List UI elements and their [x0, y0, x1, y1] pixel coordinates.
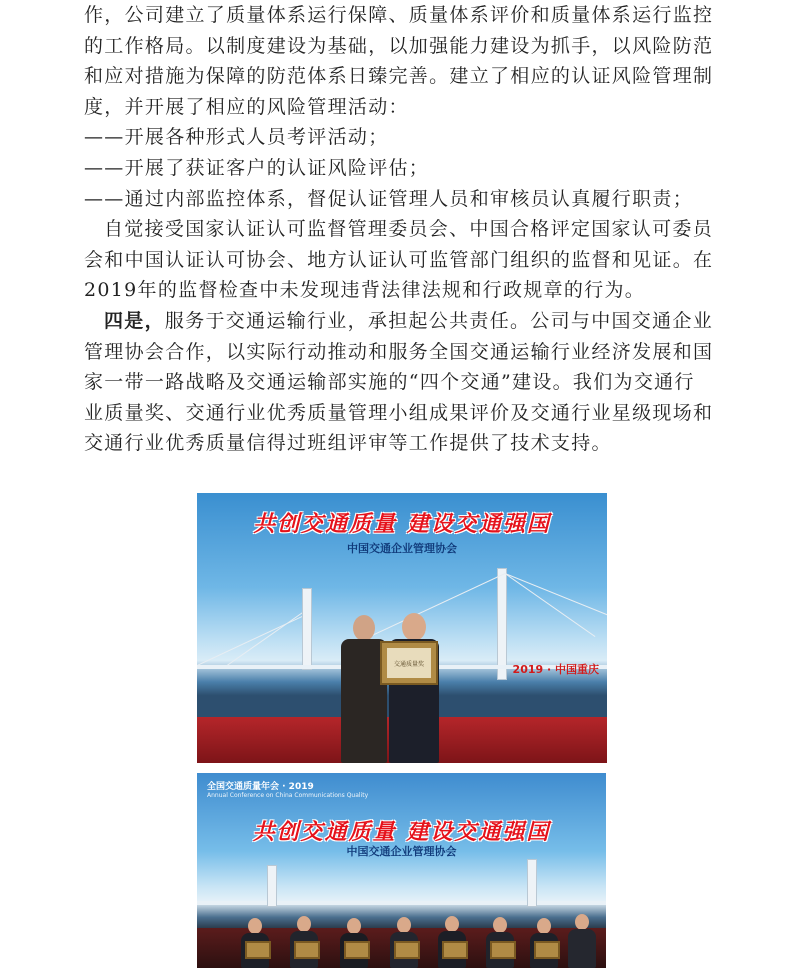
person-head	[493, 917, 507, 933]
person-head	[575, 914, 589, 930]
award-photo	[197, 493, 607, 763]
banner-title: 共创交通质量 建设交通强国	[252, 819, 551, 845]
bullet-item: ——通过内部监控体系，督促认证管理人员和审核员认真履行职责；	[84, 187, 694, 210]
person-head	[537, 918, 551, 934]
award-plaque	[394, 941, 420, 959]
paragraph-line: 度，并开展了相应的风险管理活动：	[84, 95, 409, 118]
person-head	[445, 916, 459, 932]
paragraph-line: 交通行业优秀质量信得过班组评审等工作提供了技术支持。	[84, 432, 612, 455]
bridge-tower	[497, 568, 507, 680]
person-head	[248, 918, 262, 934]
bridge-tower	[302, 588, 312, 670]
plaque-text: 交通质量奖	[393, 661, 424, 668]
person-head	[297, 916, 311, 932]
paragraph-line: 的工作格局。以制度建设为基础，以加强能力建设为抓手，以风险防范	[84, 34, 714, 57]
paragraph-line: 管理协会合作，以实际行动推动和服务全国交通运输行业经济发展和国	[84, 340, 714, 363]
paragraph-line: 家一带一路战略及交通运输部实施的“四个交通”建设。我们为交通行	[84, 371, 695, 394]
bridge-cable	[505, 573, 607, 626]
award-plaque	[490, 941, 516, 959]
bullet-item: ——开展了获证客户的认证风险评估；	[84, 156, 430, 179]
paragraph-line: 作，公司建立了质量体系运行保障、质量体系评价和质量体系运行监控	[84, 4, 714, 26]
person	[568, 929, 596, 968]
ceremony-photo	[197, 773, 606, 968]
bridge-deck	[197, 901, 606, 905]
paragraph-line: 和应对措施为保障的防范体系日臻完善。建立了相应的认证风险管理制	[84, 65, 714, 88]
person-head	[397, 917, 411, 933]
bullet-item: ——开展各种形式人员考评活动；	[84, 126, 389, 149]
award-plaque	[344, 941, 370, 959]
award-plaque	[380, 641, 438, 685]
document-body	[84, 0, 714, 459]
paragraph-line: 2019年的监督检查中未发现违背法律法规和行政规章的行为。	[84, 279, 646, 302]
paragraph-line: 会和中国认证认可协会、地方认证认可监管部门组织的监督和见证。在	[84, 248, 714, 271]
conference-header	[207, 779, 368, 799]
section-four-text: 服务于交通运输行业，承担起公共责任。公司与中国交通企业	[164, 309, 714, 332]
conference-title: 全国交通质量年会 · 2019	[207, 782, 314, 792]
conference-subtitle: Annual Conference on China Communications Quality	[207, 792, 369, 799]
bridge-tower	[267, 865, 277, 907]
paragraph-line: 自觉接受国家认证认可监督管理委员会、中国合格评定国家认可委员	[104, 218, 714, 241]
person-head	[347, 918, 361, 934]
award-plaque	[294, 941, 320, 959]
bridge-tower	[527, 859, 537, 907]
award-plaque	[534, 941, 560, 959]
award-plaque	[245, 941, 271, 959]
section-four-lead: 四是，	[104, 309, 165, 332]
event-year-tag: 2019 · 中国重庆	[512, 663, 599, 676]
paragraph-line: 业质量奖、交通行业优秀质量管理小组成果评价及交通行业星级现场和	[84, 401, 714, 424]
person-head	[353, 615, 375, 641]
bridge-cable	[227, 608, 309, 666]
banner-title: 共创交通质量 建设交通强国	[253, 511, 551, 537]
bridge-cable	[351, 573, 505, 646]
section-four-first-line	[84, 306, 714, 337]
banner-subtitle: 中国交通企业管理协会	[347, 542, 457, 555]
award-plaque	[442, 941, 468, 959]
person-head	[402, 613, 426, 641]
banner-subtitle: 中国交通企业管理协会	[346, 845, 457, 858]
